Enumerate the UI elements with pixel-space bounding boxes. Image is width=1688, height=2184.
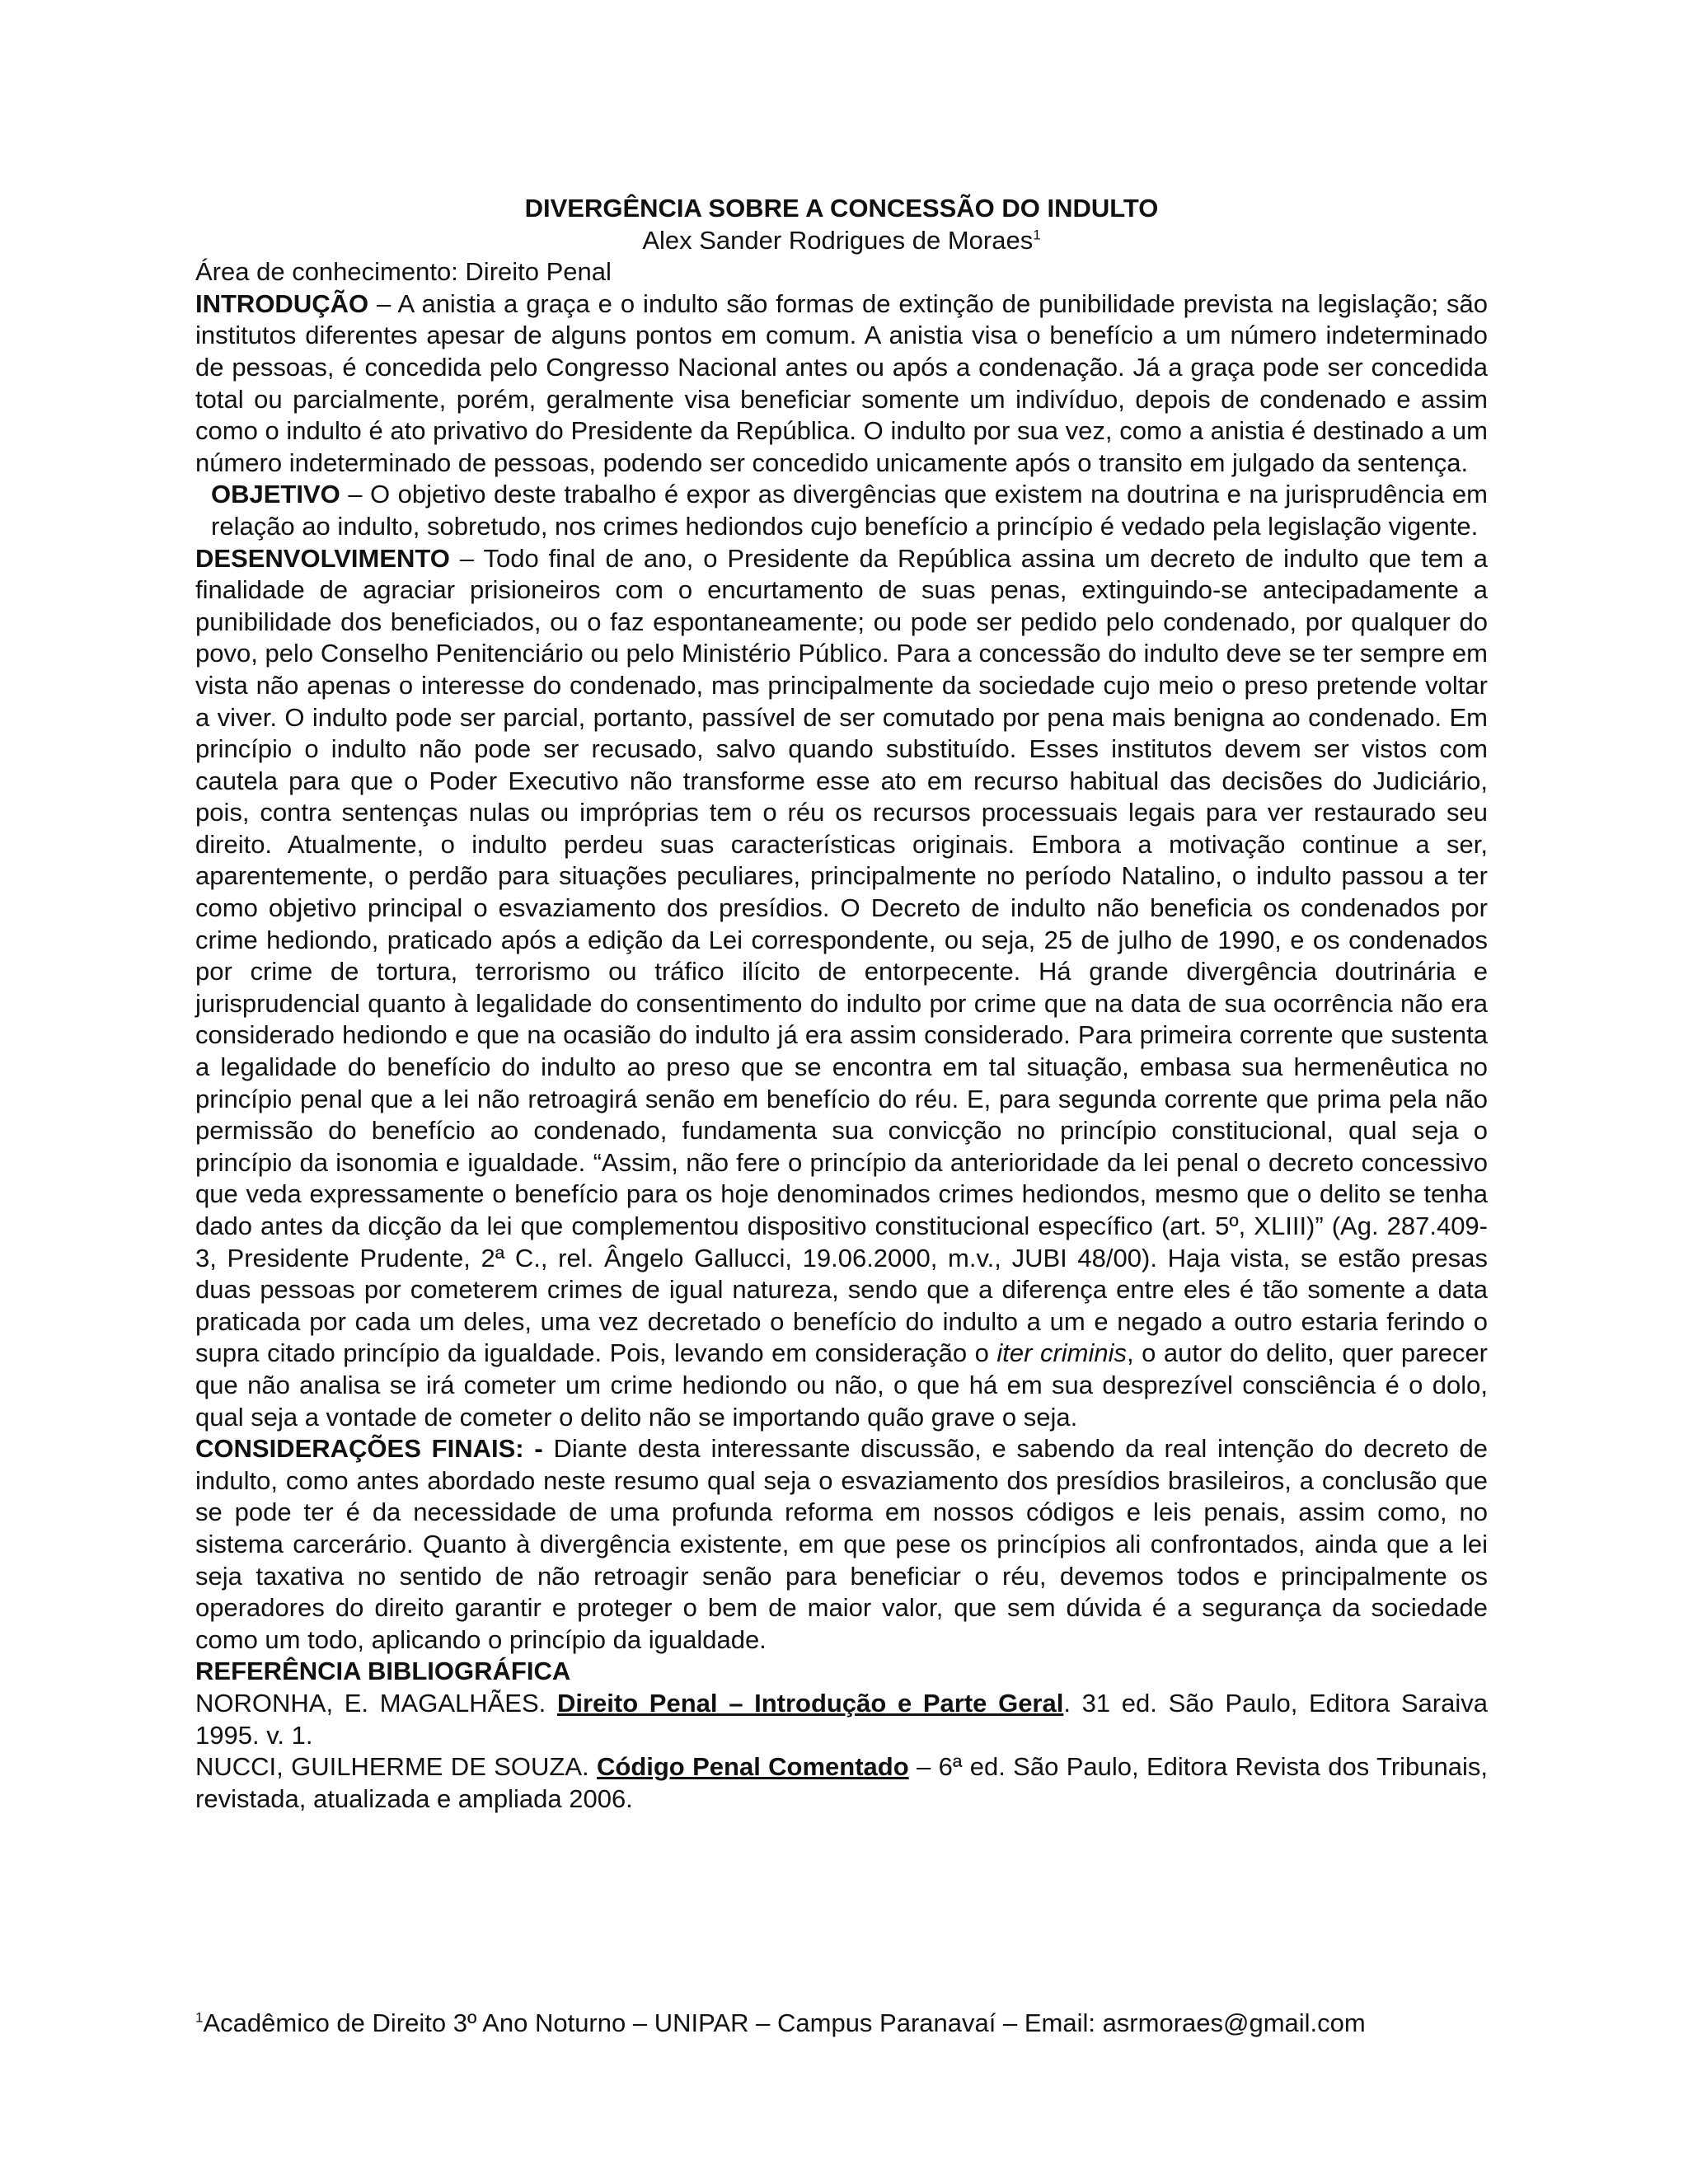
author-name: Alex Sander Rodrigues de Moraes [642,225,1034,255]
footnote [195,2008,1488,2039]
section-objetivo [195,479,1488,542]
section-text-consideracoes: Diante desta interessante discussão, e sabendo da real intenção do decreto de indulto, como antes abordado neste resumo qual seja o esvaziamento dos presídios brasileiros, a conclusão que se pode ter é da necessidade de uma profunda reforma em nossos códigos e leis penais, assim como, no sistema carcerário. Quanto à divergência existente, em que pese os princípios ali confrontados, ainda que a lei seja taxativa no sentido de não retroagir senão para beneficiar o réu, devemos todos e principalmente os operadores do direito garantir e proteger o bem de maior valor, que sem dúvida é a segurança da sociedade como um todo, aplicando o princípio da igualdade. [195,1434,1488,1654]
latin-term-iter-criminis: iter criminis [996,1338,1128,1368]
references-heading: REFERÊNCIA BIBLIOGRÁFICA [195,1657,571,1686]
footnote-text: Acadêmico de Direito 3º Ano Noturno – UNIPAR – Campus Paranavaí – Email: asrmoraes@gmail.com [203,2008,1366,2037]
author-line [195,225,1488,257]
reference-author: NUCCI, GUILHERME DE SOUZA. [195,1752,597,1782]
section-desenvolvimento [195,543,1488,1434]
section-label-objetivo: OBJETIVO [211,480,340,509]
reference-author: NORONHA, E. MAGALHÃES. [195,1688,557,1718]
footnote-mark: 1 [195,2009,204,2026]
document-body [195,193,1488,1815]
section-text-objetivo: – O objetivo deste trabalho é expor as divergências que existem na doutrina e na jurisprudência em relação ao indulto, sobretudo, nos crimes hediondos cujo benefício a princípio é vedado pela legislação vigente. [211,480,1488,541]
document-title: DIVERGÊNCIA SOBRE A CONCESSÃO DO INDULTO [524,194,1159,223]
reference-details: . 31 ed. São Paulo, Editora Saraiva 1995. v. 1. [195,1688,1488,1750]
reference-item [195,1751,1488,1815]
author-footnote-mark: 1 [1033,227,1041,243]
knowledge-area: Área de conhecimento: Direito Penal [195,257,612,287]
section-label-introducao: INTRODUÇÃO [195,288,369,318]
section-text-desenvolvimento-part2: , o autor do delito, quer parecer que não analisa se irá cometer um crime hediondo ou não, o que há em sua desprezível consciência é o dolo, qual seja a vontade de cometer o delito não se importando quão grave o seja. [195,1338,1489,1432]
section-text-desenvolvimento-part1: – Todo final de ano, o Presidente da República assina um decreto de indulto que tem a finalidade de agraciar prisioneiros com o encurtamento de suas penas, extinguindo-se antecipadamente a punibilidade dos beneficiados, ou o faz espontaneamente; ou pode ser pedido pelo condenado, por qualquer do povo, pelo Conselho Penitenciário ou pelo Ministério Público. Para a concessão do indulto deve se ter sempre em vista não apenas o interesse do condenado, mas principalmente da sociedade cujo meio o preso pretende voltar a viver. O indulto pode ser parcial, portanto, passível de ser comutado por pena mais benigna ao condenado. Em princípio o indulto não pode ser recusado, salvo quando substituído. Esses institutos devem ser vistos com cautela para que o Poder Executivo não transforme esse ato em recurso habitual das decisões do Judiciário, pois, contra sentenças nulas ou impróprias tem o réu os recursos processuais legais para ver restaurado seu direito. Atualmente, o indulto perdeu suas características originais. Embora a motivação continue a ser, aparentemente, o perdão para situações peculiares, principalmente no período Natalino, o indulto passou a ter como objetivo principal o esvaziamento dos presídios. O Decreto de indulto não beneficia os condenados por crime hediondo, praticado após a edição da Lei correspondente, ou seja, 25 de julho de 1990, e os condenados por crime de tortura, terrorismo ou tráfico ilícito de entorpecente. Há grande divergência doutrinária e jurisprudencial quanto à legalidade do consentimento do indulto por crime que na data de sua ocorrência não era considerado hediondo e que na ocasião do indulto já era assim considerado. Para primeira corrente que sustenta a legalidade do benefício do indulto ao preso que se encontra em tal situação, embasa sua hermenêutica no princípio penal que a lei não retroagirá senão em benefício do réu. E, para segunda corrente que prima pela não permissão do benefício ao condenado, fundamenta sua convicção no princípio constitucional, qual seja o princípio da isonomia e igualdade. “Assim, não fere o princípio da anterioridade da lei penal o decreto concessivo que veda expressamente o benefício para os hoje denominados crimes hediondos, mesmo que o delito se tenha dado antes da dicção da lei que complementou dispositivo constitucional específico (art. 5º, XLIII)” (Ag. 287.409-3, Presidente Prudente, 2ª C., rel. Ângelo Gallucci, 19.06.2000, m.v., JUBI 48/00). Haja vista, se estão presas duas pessoas por cometerem crimes de igual natureza, sendo que a diferença entre eles é tão somente a data praticada por cada um deles, uma vez decretado o benefício do indulto a um e negado a outro estaria ferindo o supra citado princípio da igualdade. Pois, levando em consideração o [195,543,1488,1368]
reference-details: – 6ª ed. São Paulo, Editora Revista dos Tribunais, revistada, atualizada e ampliada 2006. [195,1752,1489,1813]
section-consideracoes [195,1433,1488,1656]
section-text-introducao: – A anistia a graça e o indulto são formas de extinção de punibilidade prevista na legislação; são institutos diferentes apesar de alguns pontos em comum. A anistia visa o benefício a um número indeterminado de pessoas, é concedida pelo Congresso Nacional antes ou após a condenação. Já a graça pode ser concedida total ou parcialmente, porém, geralmente visa beneficiar somente um indivíduo, depois de condenado e assim como o indulto é ato privativo do Presidente da República. O indulto por sua vez, como a anistia é destinado a um número indeterminado de pessoas, podendo ser concedido unicamente após o transito em julgado da sentença. [195,288,1488,477]
reference-item [195,1688,1488,1751]
section-label-desenvolvimento: DESENVOLVIMENTO [195,543,450,573]
reference-work-title: Código Penal Comentado [597,1752,909,1782]
section-introducao [195,288,1488,480]
section-label-consideracoes: CONSIDERAÇÕES FINAIS: - [195,1434,543,1464]
reference-work-title: Direito Penal – Introdução e Parte Geral [556,1688,1064,1718]
